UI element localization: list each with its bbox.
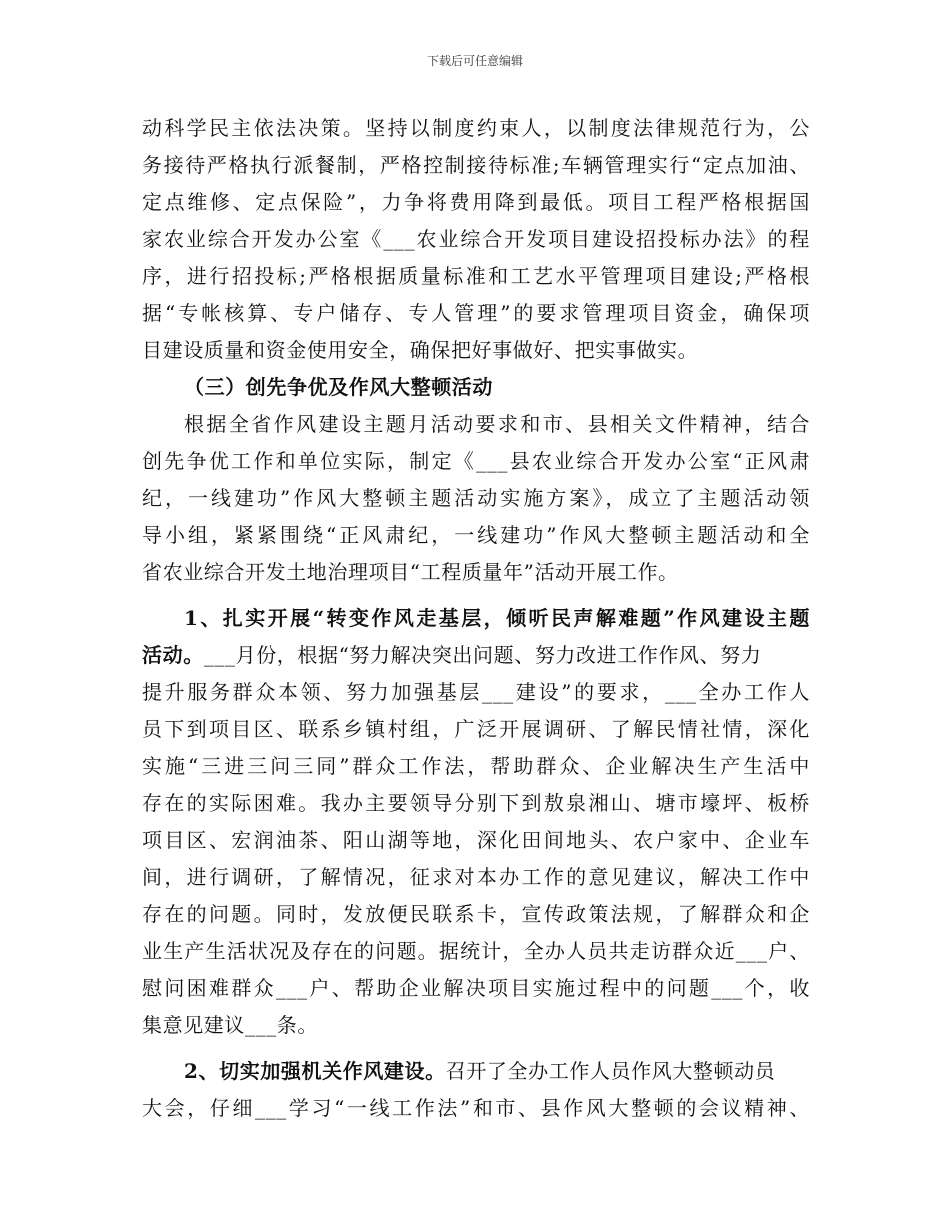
- text-line: 慰问困难群众___户、帮助企业解决项目实施过程中的问题___个，收: [142, 976, 810, 1000]
- text-line: 根据全省作风建设主题月活动要求和市、县相关文件精神，结合: [184, 412, 810, 436]
- text-line: 序，进行招投标;严格根据质量标准和工艺水平管理项目建设;严格根: [142, 264, 810, 288]
- text-line: 务接待严格执行派餐制，严格控制接待标准;车辆管理实行“定点加油、: [142, 153, 810, 177]
- text-run: 召开了全办工作人员作风大整顿动员: [445, 1059, 776, 1083]
- text-line: 动科学民主依法决策。坚持以制度约束人，以制度法律规范行为，公: [142, 116, 810, 140]
- text-line: 省农业综合开发土地治理项目“工程质量年”活动开展工作。: [142, 560, 679, 584]
- text-line: 间，进行调研，了解情况，征求对本办工作的意见建议，解决工作中: [142, 865, 810, 889]
- document-body: [142, 110, 810, 1127]
- text-line: 大会，仔细___学习“一线工作法”和市、县作风大整顿的会议精神、: [142, 1096, 810, 1120]
- text-line: 存在的实际困难。我办主要领导分别下到敖泉湘山、塘市壕坪、板桥: [142, 791, 810, 815]
- text-line: 提升服务群众本领、努力加强基层___建设”的要求，___全办工作人: [142, 680, 810, 704]
- text-line: 集意见建议___条。: [142, 1013, 318, 1037]
- text-line: 员下到项目区、联系乡镇村组，广泛开展调研、了解民情社情，深化: [142, 717, 810, 741]
- text-line: 实施“三进三问三同”群众工作法，帮助群众、企业解决生产生活中: [142, 754, 810, 778]
- text-run: ___月份，根据“努力解决突出问题、努力改进工作作风、努力: [203, 643, 762, 667]
- text-line: [142, 1053, 810, 1090]
- text-line: 定点维修、定点保险”，力争将费用降到最低。项目工程严格根据国: [142, 190, 810, 214]
- subheading: 2、切实加强机关作风建设。: [184, 1059, 446, 1083]
- text-line: 目建设质量和资金使用安全，确保把好事做好、把实事做实。: [142, 338, 699, 362]
- text-line: 据“专帐核算、专户储存、专人管理”的要求管理项目资金，确保项: [142, 301, 810, 325]
- text-line: 创先争优工作和单位实际，制定《___县农业综合开发办公室“正风肃: [142, 449, 810, 473]
- page-header: 下载后可任意编辑: [426, 54, 523, 68]
- text-line: 存在的问题。同时，发放便民联系卡，宣传政策法规，了解群众和企: [142, 902, 810, 926]
- text-line: [142, 637, 810, 674]
- text-line: 导小组，紧紧围绕“正风肃纪，一线建功”作风大整顿主题活动和全: [142, 523, 810, 547]
- subheading-tail: 活动。: [142, 643, 204, 667]
- section-heading: （三）创先争优及作风大整顿活动: [184, 375, 493, 399]
- subheading-line: 1、扎实开展“转变作风走基层，倾听民声解难题”作风建设主题: [184, 606, 810, 630]
- text-line: 项目区、宏润油茶、阳山湖等地，深化田间地头、农户家中、企业车: [142, 828, 810, 852]
- text-line: 纪，一线建功”作风大整顿主题活动实施方案》，成立了主题活动领: [142, 486, 810, 510]
- text-line: 家农业综合开发办公室《___农业综合开发项目建设招投标办法》的程: [142, 227, 810, 251]
- text-line: 业生产生活状况及存在的问题。据统计，全办人员共走访群众近___户、: [142, 939, 810, 963]
